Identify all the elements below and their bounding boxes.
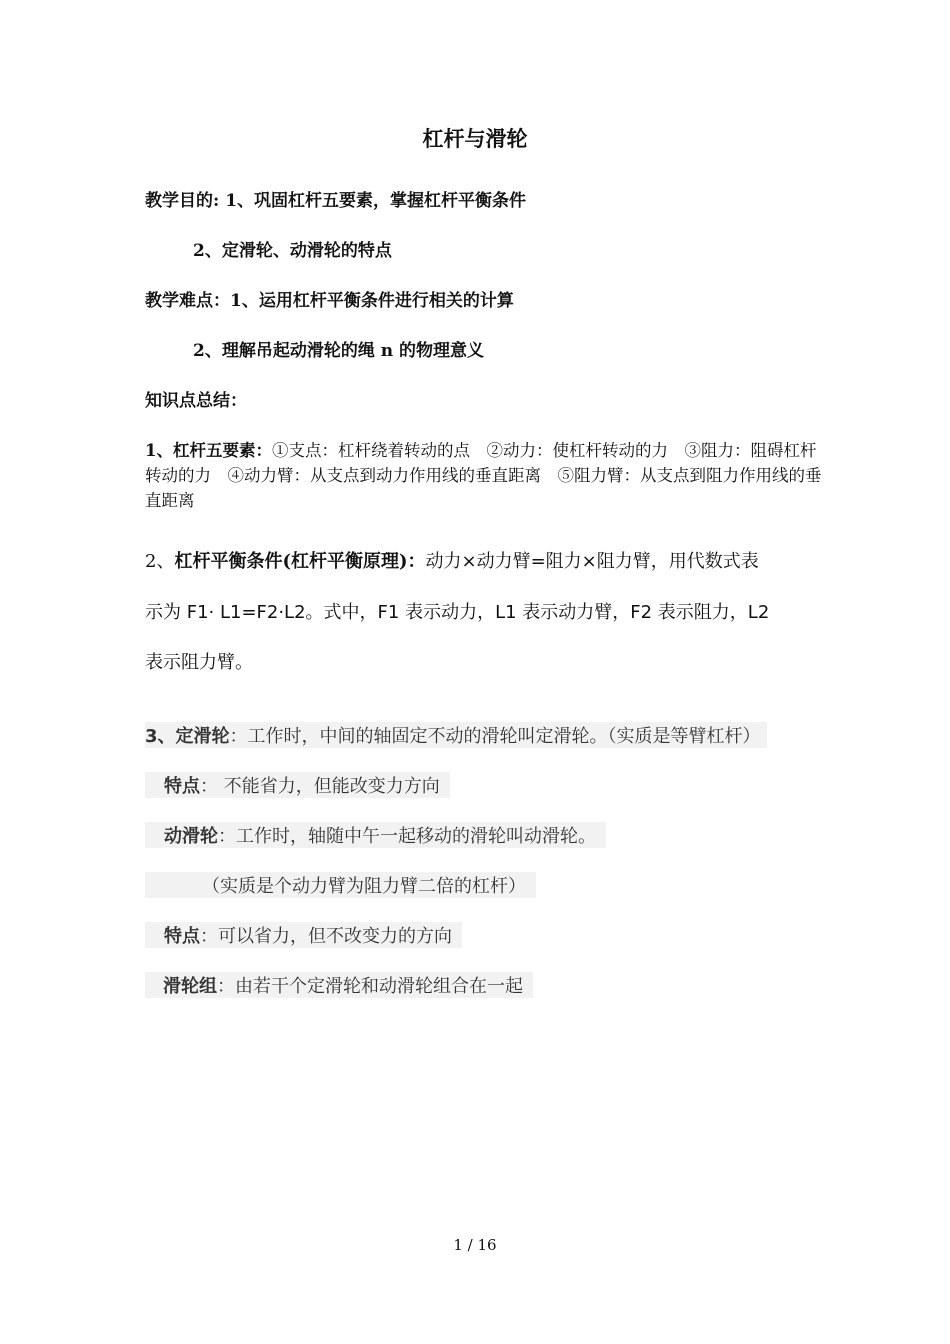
section2-number: 2、: [145, 551, 175, 572]
summary-label: 知识点总结：: [145, 391, 247, 411]
section2-line1: 动力×动力臂=阻力×阻力臂，用代数式表: [425, 551, 759, 572]
teaching-difficulties: [145, 286, 514, 311]
page-number: 1 / 16: [453, 1236, 497, 1254]
section1-label: 1、杠杆五要素：: [145, 441, 272, 460]
fixed-feature-label: 特点: [164, 776, 200, 797]
page-title: 杠杆与滑轮: [422, 126, 528, 151]
pulley-block-text: ：由若干个定滑轮和动滑轮组合在一起: [217, 976, 523, 997]
movable-pulley-label: 动滑轮: [164, 826, 218, 847]
section2-line3: 表示阻力臂。: [145, 652, 253, 673]
teaching-objectives: [145, 186, 526, 211]
movable-pulley-feature: [145, 922, 462, 948]
pulley-block-label: 滑轮组: [163, 976, 217, 997]
fixed-pulley-label: 3、定滑轮: [145, 726, 230, 747]
movable-pulley-line: [145, 822, 606, 848]
objectives-item-2: 2、定滑轮、动滑轮的特点: [193, 241, 392, 261]
section1-text: ①支点：杠杆绕着转动的点 ②动力：使杠杆转动的力 ③阻力：阻碍杠杆转动的力 ④动力臂：从支点到动力作用线的垂直距离 ⑤阻力臂：从支点到阻力作用线的垂直距离: [145, 441, 822, 510]
fixed-feature-text: ： 不能省力，但能改变力方向: [200, 776, 440, 797]
movable-pulley-essence: （实质是个动力臂为阻力臂二倍的杠杆）: [145, 872, 536, 898]
section-balance-line-1: [145, 547, 825, 573]
fixed-pulley-text: ：工作时，中间的轴固定不动的滑轮叫定滑轮。（实质是等臂杠杆）: [229, 726, 761, 747]
movable-pulley-text: ：工作时，轴随中午一起移动的滑轮叫动滑轮。: [218, 826, 596, 847]
objectives-label: 教学目的:: [145, 191, 220, 211]
movable-feature-text: ：可以省力，但不改变力的方向: [200, 926, 452, 947]
movable-feature-label: 特点: [164, 926, 200, 947]
section2-line2: 示为 F1· L1=F2·L2。式中，F1 表示动力，L1 表示动力臂，F2 表示阻力，L2: [145, 602, 770, 623]
fixed-pulley-line: [145, 722, 767, 748]
objectives-item-1: 1、巩固杠杆五要素，掌握杠杆平衡条件: [225, 191, 527, 211]
section2-label: 杠杆平衡条件(杠杆平衡原理)：: [174, 551, 426, 572]
section-lever-elements: [145, 438, 825, 513]
pulley-block-line: [145, 972, 533, 998]
difficulties-label: 教学难点：: [145, 291, 230, 311]
difficulties-item-1: 1、运用杠杆平衡条件进行相关的计算: [230, 291, 514, 311]
fixed-pulley-feature: [145, 772, 450, 798]
difficulties-item-2: 2、理解吊起动滑轮的绳 n 的物理意义: [193, 341, 485, 361]
